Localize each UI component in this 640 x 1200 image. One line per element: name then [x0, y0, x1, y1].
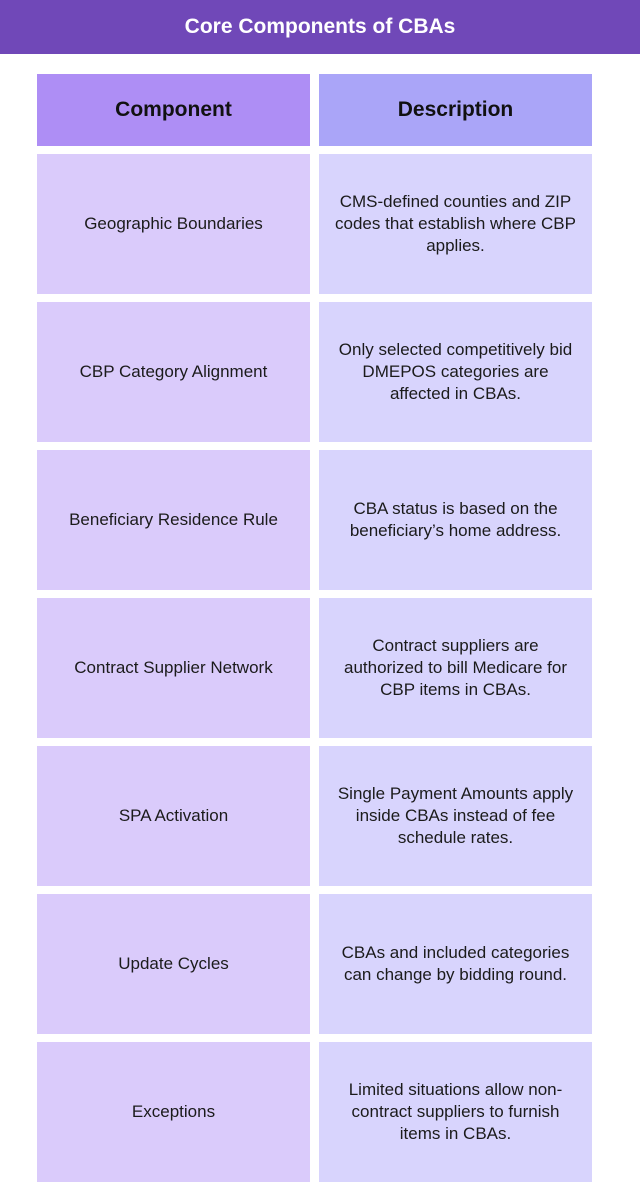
component-cell: Beneficiary Residence Rule — [37, 450, 310, 590]
table-header-row — [37, 74, 592, 146]
table-row — [37, 894, 592, 1034]
component-cell: Update Cycles — [37, 894, 310, 1034]
component-cell: Contract Supplier Network — [37, 598, 310, 738]
description-cell: Single Payment Amounts apply inside CBAs instead of fee schedule rates. — [319, 746, 592, 886]
column-header-component: Component — [37, 74, 310, 146]
component-cell: SPA Activation — [37, 746, 310, 886]
description-cell: CBAs and included categories can change by bidding round. — [319, 894, 592, 1034]
component-cell: CBP Category Alignment — [37, 302, 310, 442]
table-row — [37, 746, 592, 886]
description-cell: Limited situations allow non-contract suppliers to furnish items in CBAs. — [319, 1042, 592, 1182]
table-row — [37, 1042, 592, 1182]
page-title: Core Components of CBAs — [0, 0, 640, 54]
components-table — [37, 74, 592, 1190]
description-cell: Contract suppliers are authorized to bill Medicare for CBP items in CBAs. — [319, 598, 592, 738]
table-row — [37, 450, 592, 590]
description-cell: Only selected competitively bid DMEPOS categories are affected in CBAs. — [319, 302, 592, 442]
component-cell: Exceptions — [37, 1042, 310, 1182]
description-cell: CBA status is based on the beneficiary’s home address. — [319, 450, 592, 590]
table-row — [37, 302, 592, 442]
description-cell: CMS-defined counties and ZIP codes that establish where CBP applies. — [319, 154, 592, 294]
table-row — [37, 154, 592, 294]
component-cell: Geographic Boundaries — [37, 154, 310, 294]
table-row — [37, 598, 592, 738]
column-header-description: Description — [319, 74, 592, 146]
